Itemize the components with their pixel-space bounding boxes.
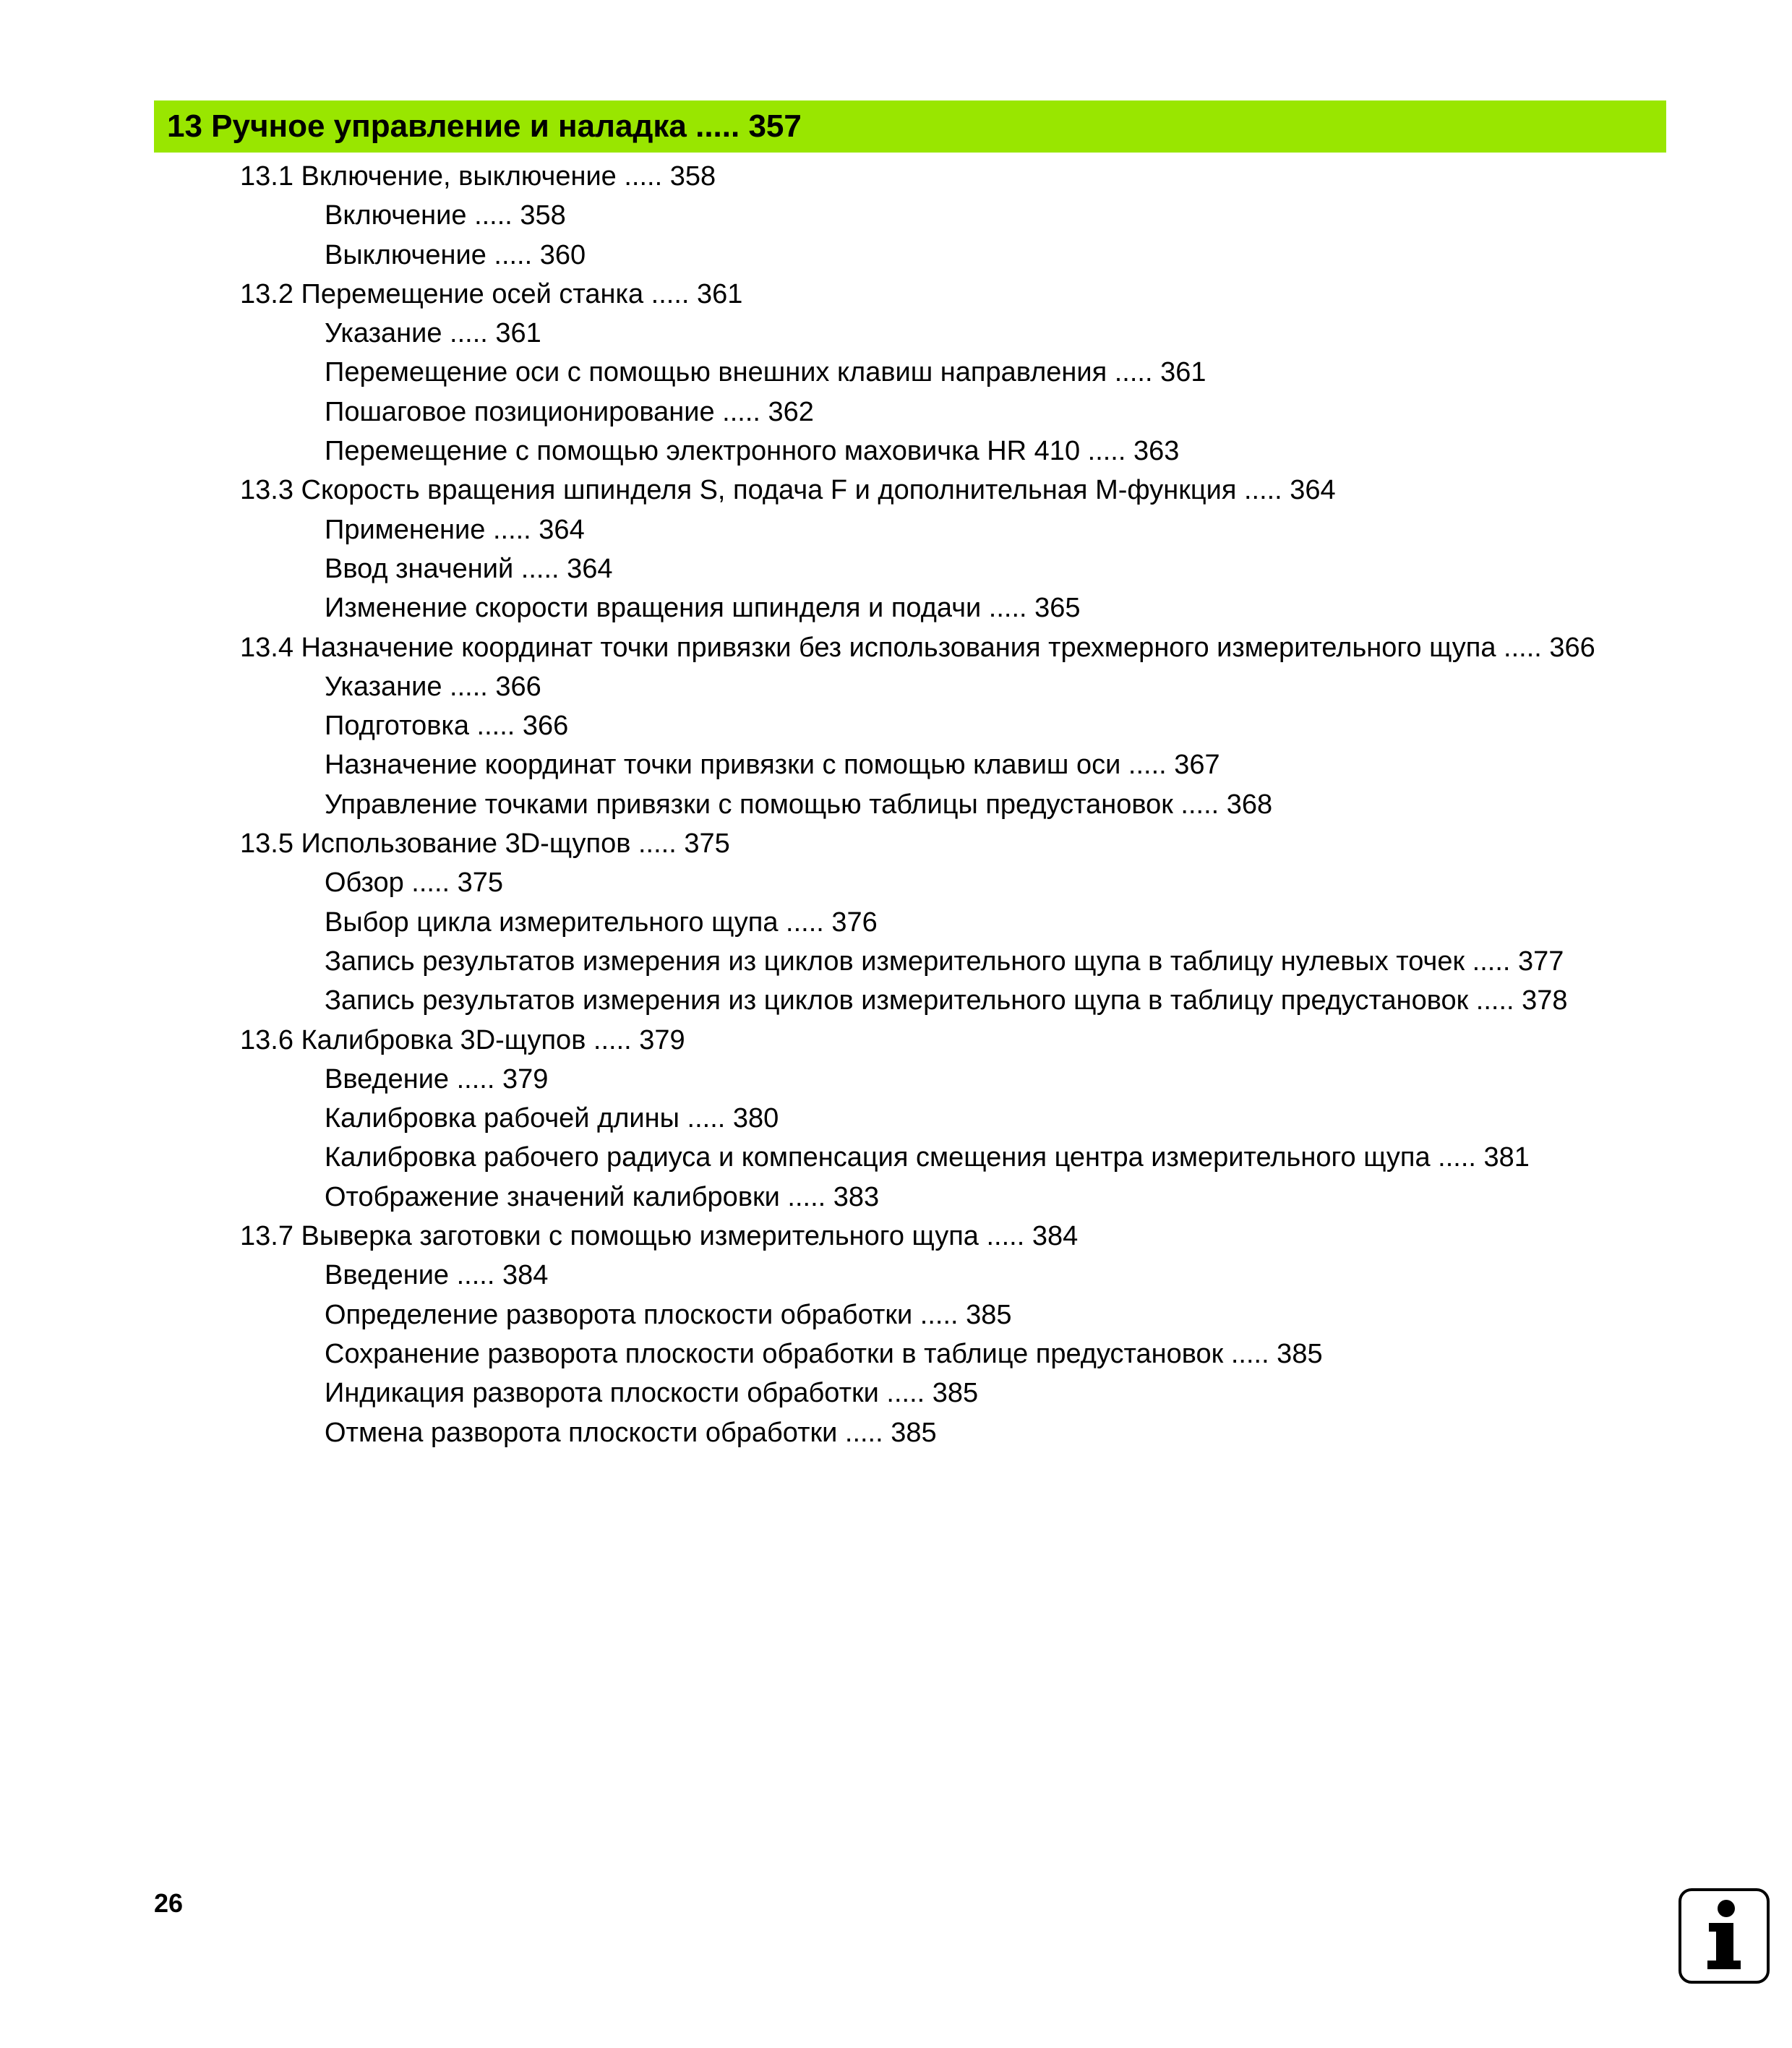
toc-subsection-entry[interactable]: Пошаговое позиционирование ..... 362 bbox=[325, 396, 814, 427]
chapter-heading-bar bbox=[154, 100, 1666, 153]
toc-subsection-entry[interactable]: Ввод значений ..... 364 bbox=[325, 553, 613, 584]
toc-subsection-entry[interactable]: Управление точками привязки с помощью таблицы предустановок ..... 368 bbox=[325, 789, 1273, 820]
toc-subsection-entry[interactable]: Выключение ..... 360 bbox=[325, 239, 586, 270]
table-of-contents bbox=[0, 157, 1792, 1452]
toc-subsection-entry[interactable]: Выбор цикла измерительного щупа ..... 376 bbox=[325, 907, 878, 938]
toc-subsection-entry[interactable]: Подготовка ..... 366 bbox=[325, 711, 569, 742]
toc-subsection-entry[interactable]: Назначение координат точки привязки с помощью клавиш оси ..... 367 bbox=[325, 750, 1220, 781]
toc-subsection-entry[interactable]: Указание ..... 361 bbox=[325, 318, 541, 349]
toc-subsection-entry[interactable]: Определение разворота плоскости обработки ..... 385 bbox=[325, 1299, 1012, 1330]
toc-subsection-entry[interactable]: Отображение значений калибровки ..... 383 bbox=[325, 1181, 880, 1212]
toc-subsection-entry[interactable]: Перемещение с помощью электронного маховичка HR 410 ..... 363 bbox=[325, 436, 1180, 467]
toc-subsection-entry[interactable]: Индикация разворота плоскости обработки ..... 385 bbox=[325, 1378, 979, 1409]
chapter-title[interactable]: 13 Ручное управление и наладка ..... 357 bbox=[167, 108, 802, 144]
toc-section-entry[interactable]: 13.2 Перемещение осей станка ..... 361 bbox=[240, 278, 743, 309]
toc-subsection-entry[interactable]: Отмена разворота плоскости обработки ..... 385 bbox=[325, 1417, 937, 1448]
toc-subsection-entry[interactable]: Включение ..... 358 bbox=[325, 200, 566, 231]
toc-subsection-entry[interactable]: Изменение скорости вращения шпинделя и подачи ..... 365 bbox=[325, 593, 1081, 624]
toc-subsection-entry[interactable]: Сохранение разворота плоскости обработки в таблице предустановок ..... 385 bbox=[325, 1338, 1323, 1369]
toc-section-entry[interactable]: 13.3 Скорость вращения шпинделя S, подача F и дополнительная M-функция ..... 364 bbox=[240, 475, 1336, 506]
toc-subsection-entry[interactable]: Калибровка рабочей длины ..... 380 bbox=[325, 1103, 779, 1134]
toc-section-entry[interactable]: 13.5 Использование 3D-щупов ..... 375 bbox=[240, 828, 730, 860]
toc-subsection-entry[interactable]: Введение ..... 379 bbox=[325, 1063, 549, 1094]
toc-subsection-entry[interactable]: Введение ..... 384 bbox=[325, 1260, 549, 1291]
toc-subsection-entry[interactable]: Обзор ..... 375 bbox=[325, 867, 504, 899]
toc-subsection-entry[interactable]: Запись результатов измерения из циклов измерительного щупа в таблицу нулевых точек ..... 377 bbox=[325, 946, 1564, 977]
toc-section-entry[interactable]: 13.7 Выверка заготовки с помощью измерительного щупа ..... 384 bbox=[240, 1221, 1079, 1252]
page-number: 26 bbox=[154, 1888, 184, 1918]
toc-subsection-entry[interactable]: Перемещение оси с помощью внешних клавиш направления ..... 361 bbox=[325, 357, 1206, 388]
toc-subsection-entry[interactable]: Запись результатов измерения из циклов измерительного щупа в таблицу предустановок ..... 378 bbox=[325, 985, 1568, 1016]
toc-section-entry[interactable]: 13.6 Калибровка 3D-щупов ..... 379 bbox=[240, 1024, 685, 1055]
info-icon bbox=[1679, 1888, 1770, 1984]
toc-subsection-entry[interactable]: Указание ..... 366 bbox=[325, 671, 541, 702]
toc-subsection-entry[interactable]: Калибровка рабочего радиуса и компенсация смещения центра измерительного щупа ..... 381 bbox=[325, 1142, 1530, 1173]
toc-section-entry[interactable]: 13.1 Включение, выключение ..... 358 bbox=[240, 161, 716, 192]
toc-section-entry[interactable]: 13.4 Назначение координат точки привязки без использования трехмерного измерительного щупа ..... 366 bbox=[240, 632, 1595, 663]
toc-subsection-entry[interactable]: Применение ..... 364 bbox=[325, 514, 585, 545]
